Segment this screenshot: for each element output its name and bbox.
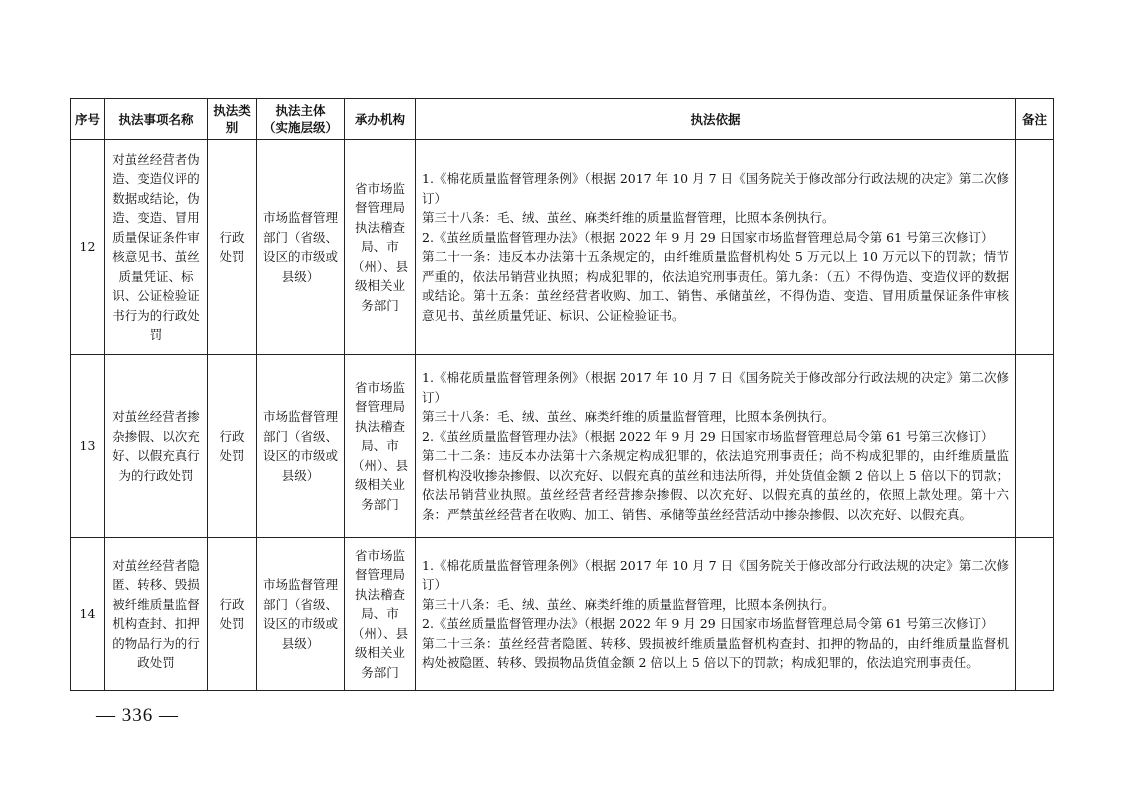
enforcement-subject: 市场监督管理部门（省级、设区的市级或县级） [257, 538, 345, 691]
handling-organization: 省市场监督管理局执法稽查局、市（州）、县级相关业务部门 [345, 140, 416, 355]
table-row [71, 355, 1054, 538]
header-name: 执法事项名称 [105, 99, 208, 140]
remark [1016, 355, 1054, 538]
header-remark: 备注 [1016, 99, 1054, 140]
remark [1016, 538, 1054, 691]
header-basis: 执法依据 [416, 99, 1016, 140]
enforcement-type: 行政处罚 [208, 355, 257, 538]
row-number: 13 [71, 355, 105, 538]
law-enforcement-table [70, 98, 1054, 691]
header-type: 执法类别 [208, 99, 257, 140]
handling-organization: 省市场监督管理局执法稽查局、市（州）、县级相关业务部门 [345, 355, 416, 538]
legal-basis: 1.《棉花质量监督管理条例》（根据 2017 年 10 月 7 日《国务院关于修改部分行政法规的决定》第二次修订） 第三十八条：毛、绒、茧丝、麻类纤维的质量监督管理，比照本条例执行。 2.《茧丝质量监督管理办法》（根据 2022 年 9 月 29 日国家市场监督管理总局令第 61 号第三次修订） 第二十二条：违反本办法第十六条规定构成犯罪的，依法追究刑事责任；尚不构成犯罪的，由纤维质量监督机构没收掺杂掺假、以次充好、以假充真的茧丝和违法所得，并处货值金额 2 倍以上 5 倍以下的罚款；依法吊销营业执照。茧丝经营者经营掺杂掺假、以次充好、以假充真的茧丝的，依照上款处理。第十六条：严禁茧丝经营者在收购、加工、销售、承储等茧丝经营活动中掺杂掺假、以次充好、以假充真。 [416, 355, 1016, 538]
row-number: 14 [71, 538, 105, 691]
page-number: — 336 — [96, 705, 179, 726]
row-number: 12 [71, 140, 105, 355]
handling-organization: 省市场监督管理局执法稽查局、市（州）、县级相关业务部门 [345, 538, 416, 691]
table-header-row [71, 99, 1054, 140]
item-name: 对茧丝经营者掺杂掺假、以次充好、以假充真行为的行政处罚 [105, 355, 208, 538]
table-row [71, 538, 1054, 691]
item-name: 对茧丝经营者隐匿、转移、毁损被纤维质量监督机构查封、扣押的物品行为的行政处罚 [105, 538, 208, 691]
legal-basis: 1.《棉花质量监督管理条例》（根据 2017 年 10 月 7 日《国务院关于修改部分行政法规的决定》第二次修订） 第三十八条：毛、绒、茧丝、麻类纤维的质量监督管理，比照本条例执行。 2.《茧丝质量监督管理办法》（根据 2022 年 9 月 29 日国家市场监督管理总局令第 61 号第三次修订） 第二十一条：违反本办法第十五条规定的，由纤维质量监督机构处 5 万元以上 10 万元以下的罚款；情节严重的，依法吊销营业执照；构成犯罪的，依法追究刑事责任。第九条：（五）不得伪造、变造仪评的数据或结论。第十五条：茧丝经营者收购、加工、销售、承储茧丝，不得伪造、变造、冒用质量保证条件审核意见书、茧丝质量凭证、标识、公证检验证书。 [416, 140, 1016, 355]
table-row [71, 140, 1054, 355]
header-org: 承办机构 [345, 99, 416, 140]
enforcement-subject: 市场监督管理部门（省级、设区的市级或县级） [257, 140, 345, 355]
remark [1016, 140, 1054, 355]
header-no: 序号 [71, 99, 105, 140]
enforcement-subject: 市场监督管理部门（省级、设区的市级或县级） [257, 355, 345, 538]
enforcement-type: 行政处罚 [208, 538, 257, 691]
enforcement-type: 行政处罚 [208, 140, 257, 355]
header-subject: 执法主体 （实施层级） [257, 99, 345, 140]
item-name: 对茧丝经营者伪造、变造仪评的数据或结论，伪造、变造、冒用质量保证条件审核意见书、茧丝质量凭证、标识、公证检验证书行为的行政处罚 [105, 140, 208, 355]
legal-basis: 1.《棉花质量监督管理条例》（根据 2017 年 10 月 7 日《国务院关于修改部分行政法规的决定》第二次修订） 第三十八条：毛、绒、茧丝、麻类纤维的质量监督管理，比照本条例执行。 2.《茧丝质量监督管理办法》（根据 2022 年 9 月 29 日国家市场监督管理总局令第 61 号第三次修订） 第二十三条：茧丝经营者隐匿、转移、毁损被纤维质量监督机构查封、扣押的物品的，由纤维质量监督机构处被隐匿、转移、毁损物品货值金额 2 倍以上 5 倍以下的罚款；构成犯罪的，依法追究刑事责任。 [416, 538, 1016, 691]
